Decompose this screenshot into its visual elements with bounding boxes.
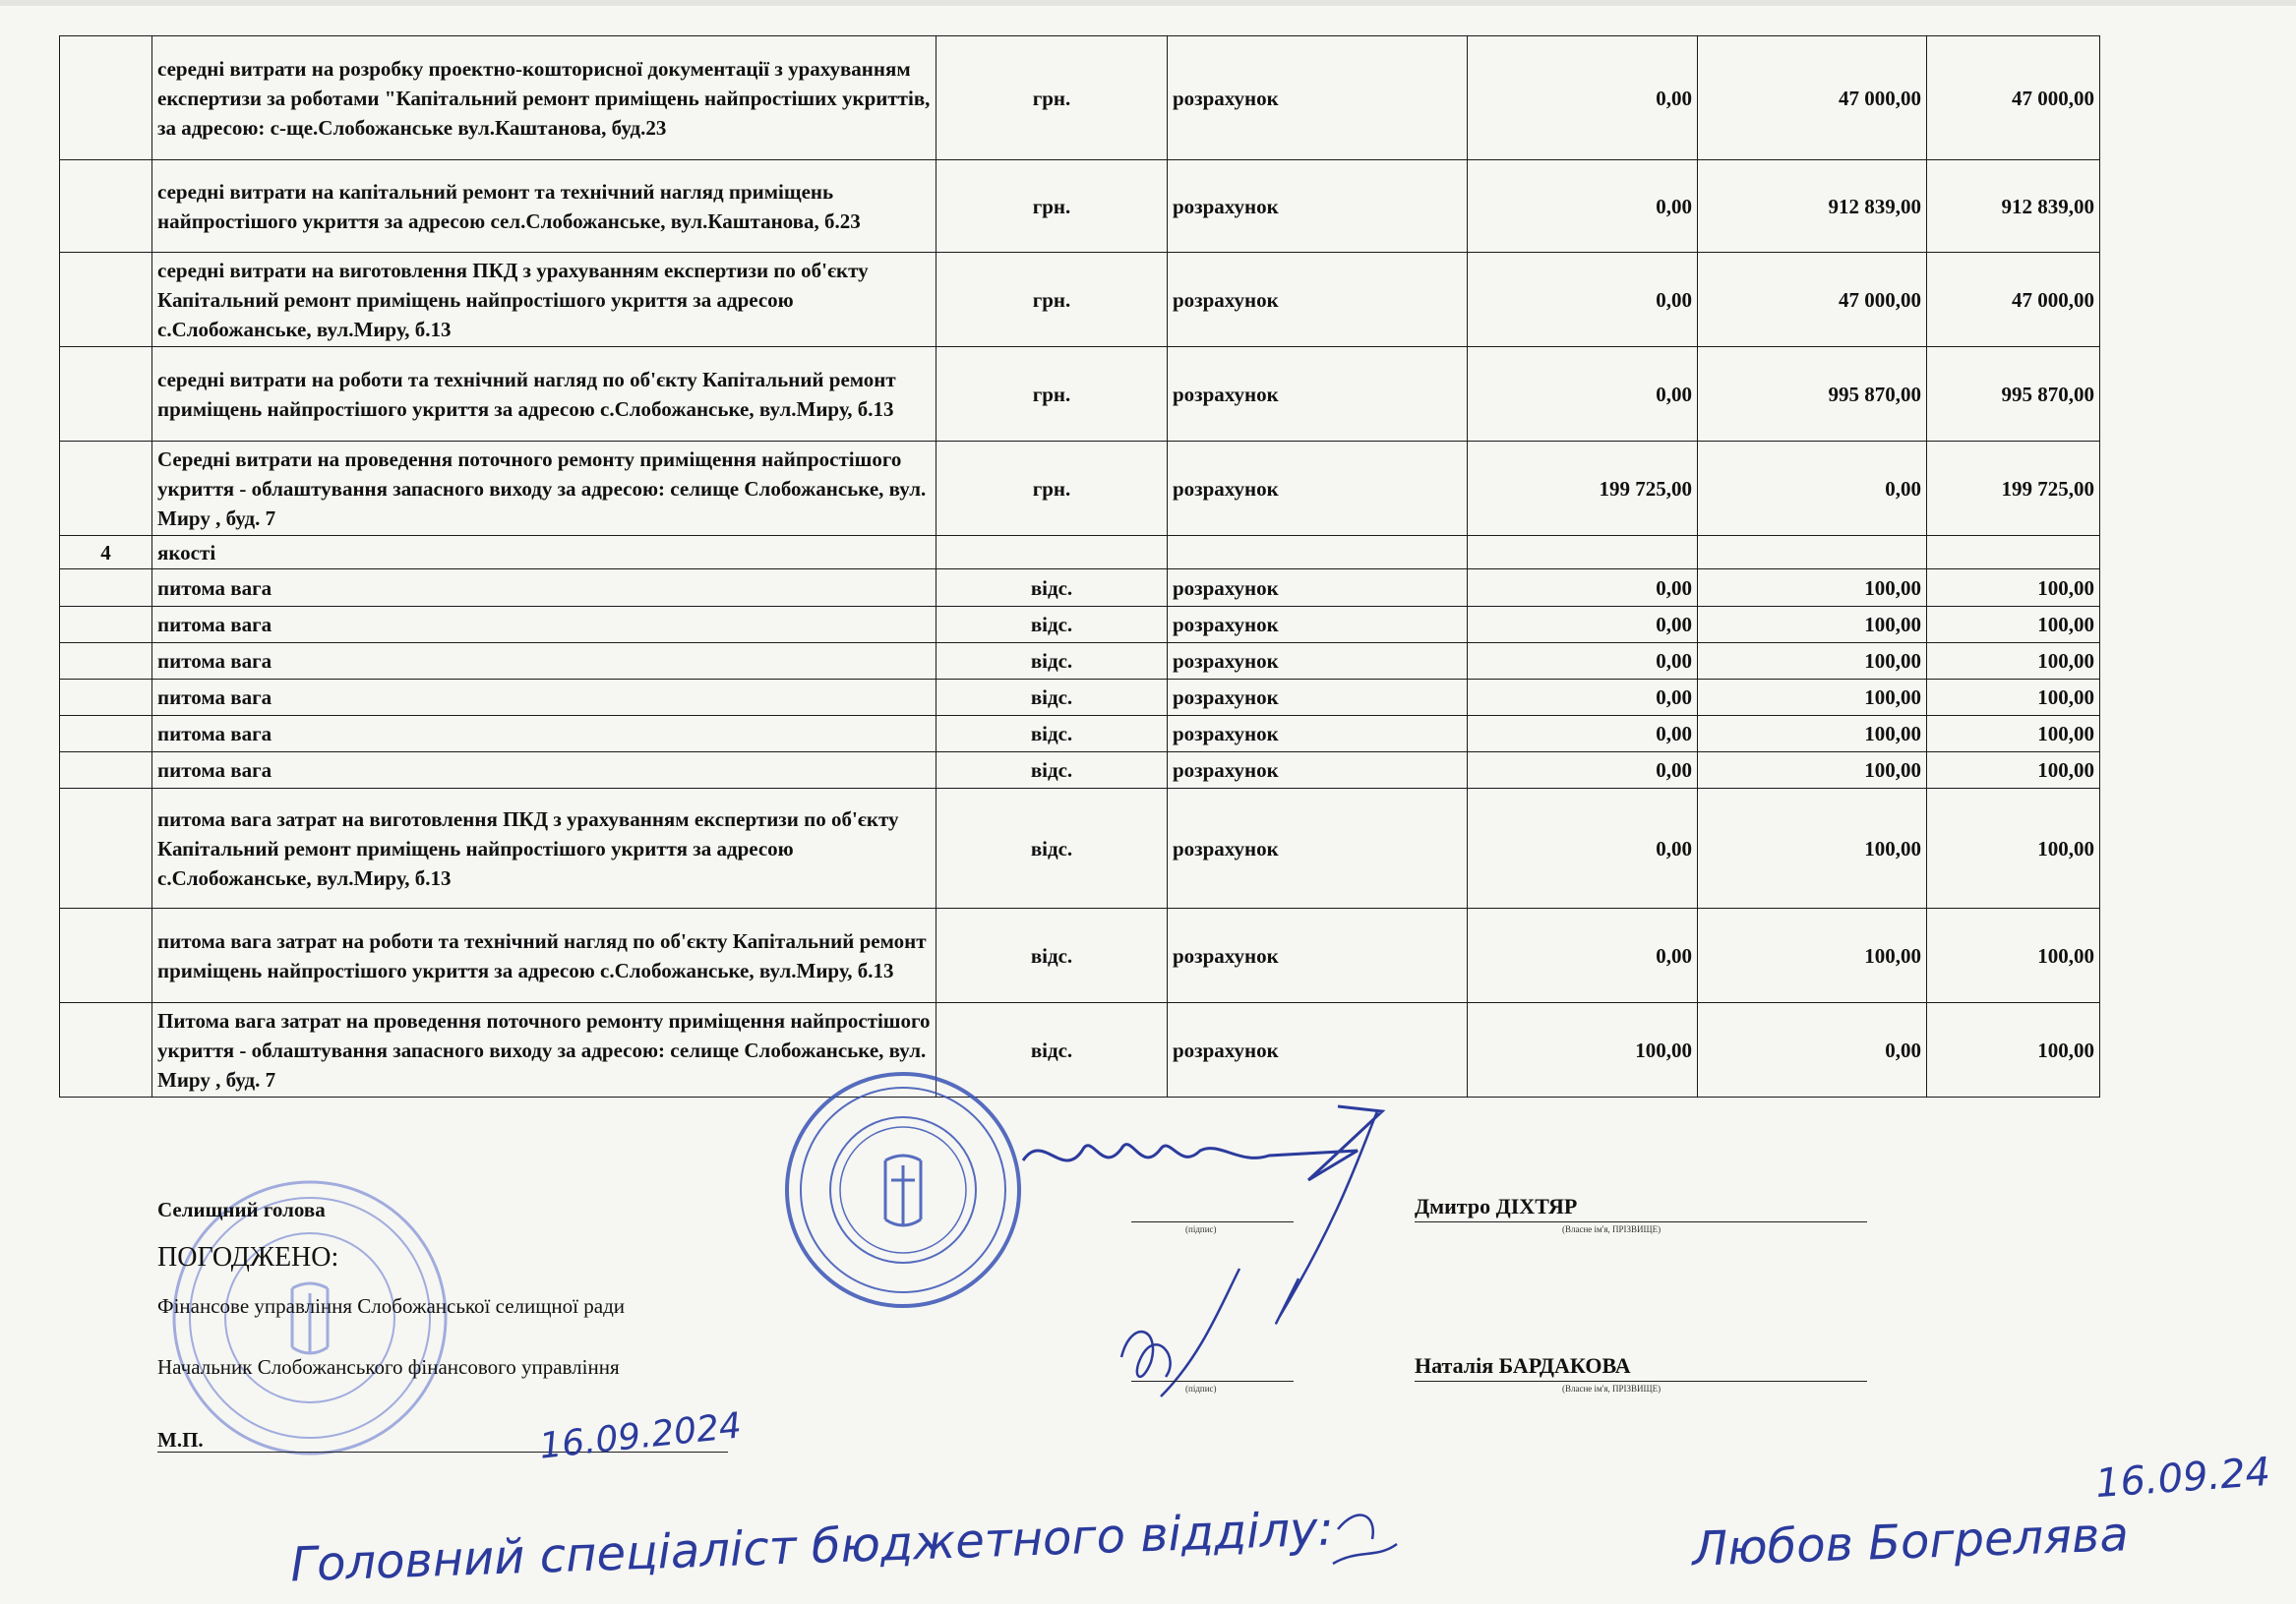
- value-total-cell: 100,00: [1927, 1003, 2100, 1098]
- source-cell: розрахунок: [1168, 680, 1468, 716]
- value-general-fund-cell: 0,00: [1468, 569, 1698, 607]
- unit-cell: відс.: [937, 607, 1168, 643]
- value-total-cell: 100,00: [1927, 607, 2100, 643]
- value-general-fund-cell: 0,00: [1468, 253, 1698, 347]
- signature-caption-1: (підпис): [1185, 1224, 1217, 1234]
- value-total-cell: 100,00: [1927, 789, 2100, 909]
- indicator-name-cell: питома вага: [152, 569, 937, 607]
- round-seal-council: [787, 1074, 1019, 1306]
- value-special-fund-cell: 100,00: [1698, 716, 1927, 752]
- indicator-name-cell: середні витрати на розробку проектно-кошторисної документації з урахуванням експертизи за роботами "Капітальний ремонт приміщень найпростіших укриттів, за адресою: с-ще.Слобожанське вул.Каштанова, буд.23: [152, 36, 937, 160]
- source-cell: розрахунок: [1168, 253, 1468, 347]
- handwritten-note: Головний спеціаліст бюджетного відділу:: [289, 1501, 1335, 1593]
- unit-cell: відс.: [937, 752, 1168, 789]
- value-general-fund-cell: 0,00: [1468, 680, 1698, 716]
- unit-cell: відс.: [937, 1003, 1168, 1098]
- indicator-name-cell: питома вага: [152, 752, 937, 789]
- value-special-fund-cell: 995 870,00: [1698, 347, 1927, 442]
- signature-finance-head: [1121, 1269, 1239, 1396]
- value-general-fund-cell: 100,00: [1468, 1003, 1698, 1098]
- source-cell: розрахунок: [1168, 1003, 1468, 1098]
- name-caption-1: (Власне ім'я, ПРІЗВИЩЕ): [1562, 1224, 1662, 1234]
- unit-cell: відс.: [937, 680, 1168, 716]
- handwritten-name: Любов Богрелява: [1691, 1507, 2130, 1577]
- unit-cell: грн.: [937, 442, 1168, 536]
- value-special-fund-cell: 0,00: [1698, 442, 1927, 536]
- unit-cell: відс.: [937, 789, 1168, 909]
- value-special-fund-cell: 100,00: [1698, 643, 1927, 680]
- indicator-name-cell: середні витрати на капітальний ремонт та технічний нагляд приміщень найпростішого укриття за адресою сел.Слобожанське, вул.Каштанова, б.23: [152, 160, 937, 253]
- value-general-fund-cell: 0,00: [1468, 789, 1698, 909]
- finance-head-title: Начальник Слобожанського фінансового управління: [157, 1355, 620, 1379]
- indicator-name-cell: середні витрати на роботи та технічний нагляд по об'єкту Капітальний ремонт приміщень найпростішого укриття за адресою с.Слобожанське, вул.Миру, б.13: [152, 347, 937, 442]
- row-number-cell: 4: [60, 536, 152, 569]
- unit-cell: відс.: [937, 643, 1168, 680]
- name-caption-2: (Власне ім'я, ПРІЗВИЩЕ): [1562, 1384, 1662, 1394]
- unit-cell: відс.: [937, 569, 1168, 607]
- indicator-name-cell: питома вага: [152, 607, 937, 643]
- signature-line-2: [1131, 1381, 1294, 1382]
- finance-head-name: Наталія БАРДАКОВА: [1415, 1353, 1631, 1378]
- value-general-fund-cell: 0,00: [1468, 716, 1698, 752]
- value-total-cell: 100,00: [1927, 643, 2100, 680]
- source-cell: розрахунок: [1168, 789, 1468, 909]
- value-special-fund-cell: 100,00: [1698, 569, 1927, 607]
- value-total-cell: 995 870,00: [1927, 347, 2100, 442]
- value-general-fund-cell: 0,00: [1468, 36, 1698, 160]
- indicator-name-cell: питома вага: [152, 680, 937, 716]
- value-special-fund-cell: 0,00: [1698, 1003, 1927, 1098]
- indicator-name-cell: якості: [152, 536, 937, 569]
- source-cell: розрахунок: [1168, 160, 1468, 253]
- value-general-fund-cell: 199 725,00: [1468, 442, 1698, 536]
- signature-head: [1023, 1106, 1382, 1180]
- value-total-cell: 199 725,00: [1927, 442, 2100, 536]
- source-cell: розрахунок: [1168, 752, 1468, 789]
- value-special-fund-cell: 100,00: [1698, 607, 1927, 643]
- source-cell: розрахунок: [1168, 909, 1468, 1003]
- value-general-fund-cell: 0,00: [1468, 160, 1698, 253]
- indicator-name-cell: питома вага затрат на роботи та технічний нагляд по об'єкту Капітальний ремонт приміщень найпростішого укриття за адресою с.Слобожанське, вул.Миру, б.13: [152, 909, 937, 1003]
- source-cell: розрахунок: [1168, 643, 1468, 680]
- value-general-fund-cell: 0,00: [1468, 643, 1698, 680]
- indicator-name-cell: питома вага затрат на виготовлення ПКД з урахуванням експертизи по об'єкту Капітальний ремонт приміщень найпростішого укриття за адресою с.Слобожанське, вул.Миру, б.13: [152, 789, 937, 909]
- finance-dept: Фінансове управління Слобожанської селищної ради: [157, 1294, 625, 1318]
- seal-place: М.П.: [157, 1428, 204, 1452]
- value-total-cell: 100,00: [1927, 909, 2100, 1003]
- name-line-1: [1415, 1221, 1867, 1222]
- value-special-fund-cell: 100,00: [1698, 752, 1927, 789]
- value-special-fund-cell: 100,00: [1698, 909, 1927, 1003]
- value-general-fund-cell: 0,00: [1468, 752, 1698, 789]
- unit-cell: грн.: [937, 160, 1168, 253]
- value-total-cell: 100,00: [1927, 752, 2100, 789]
- value-total-cell: 47 000,00: [1927, 253, 2100, 347]
- unit-cell: відс.: [937, 909, 1168, 1003]
- value-general-fund-cell: 0,00: [1468, 909, 1698, 1003]
- source-cell: розрахунок: [1168, 716, 1468, 752]
- indicator-name-cell: питома вага: [152, 643, 937, 680]
- head-name: Дмитро ДІХТЯР: [1415, 1194, 1578, 1218]
- unit-cell: грн.: [937, 36, 1168, 160]
- value-total-cell: 912 839,00: [1927, 160, 2100, 253]
- value-total-cell: 100,00: [1927, 680, 2100, 716]
- signature-long-stroke: [1276, 1111, 1377, 1323]
- handwritten-date-2: 16.09.24: [2093, 1449, 2272, 1508]
- value-special-fund-cell: 100,00: [1698, 680, 1927, 716]
- source-cell: розрахунок: [1168, 569, 1468, 607]
- indicator-name-cell: питома вага: [152, 716, 937, 752]
- unit-cell: грн.: [937, 347, 1168, 442]
- name-line-2: [1415, 1381, 1867, 1382]
- head-title: Селищний голова: [157, 1198, 326, 1221]
- unit-cell: грн.: [937, 253, 1168, 347]
- value-special-fund-cell: 100,00: [1698, 789, 1927, 909]
- handwritten-date-1: 16.09.2024: [537, 1405, 744, 1467]
- source-cell: розрахунок: [1168, 347, 1468, 442]
- signature-line-1: [1131, 1221, 1294, 1222]
- value-special-fund-cell: 47 000,00: [1698, 36, 1927, 160]
- value-total-cell: 100,00: [1927, 569, 2100, 607]
- value-special-fund-cell: 912 839,00: [1698, 160, 1927, 253]
- value-total-cell: 47 000,00: [1927, 36, 2100, 160]
- source-cell: розрахунок: [1168, 442, 1468, 536]
- signature-caption-2: (підпис): [1185, 1384, 1217, 1394]
- indicator-name-cell: Середні витрати на проведення поточного ремонту приміщення найпростішого укриття - облаштування запасного виходу за адресою: селище Слобожанське, вул. Миру , буд. 7: [152, 442, 937, 536]
- value-general-fund-cell: 0,00: [1468, 607, 1698, 643]
- unit-cell: відс.: [937, 716, 1168, 752]
- value-general-fund-cell: 0,00: [1468, 347, 1698, 442]
- value-total-cell: 100,00: [1927, 716, 2100, 752]
- indicator-name-cell: середні витрати на виготовлення ПКД з урахуванням експертизи по об'єкту Капітальний ремонт приміщень найпростішого укриття за адресою с.Слобожанське, вул.Миру, б.13: [152, 253, 937, 347]
- agreed-label: ПОГОДЖЕНО:: [157, 1242, 339, 1273]
- source-cell: розрахунок: [1168, 607, 1468, 643]
- initials-mark: [1333, 1515, 1397, 1564]
- value-special-fund-cell: 47 000,00: [1698, 253, 1927, 347]
- indicator-name-cell: Питома вага затрат на проведення поточного ремонту приміщення найпростішого укриття - облаштування запасного виходу за адресою: селище Слобожанське, вул. Миру , буд. 7: [152, 1003, 937, 1098]
- source-cell: розрахунок: [1168, 36, 1468, 160]
